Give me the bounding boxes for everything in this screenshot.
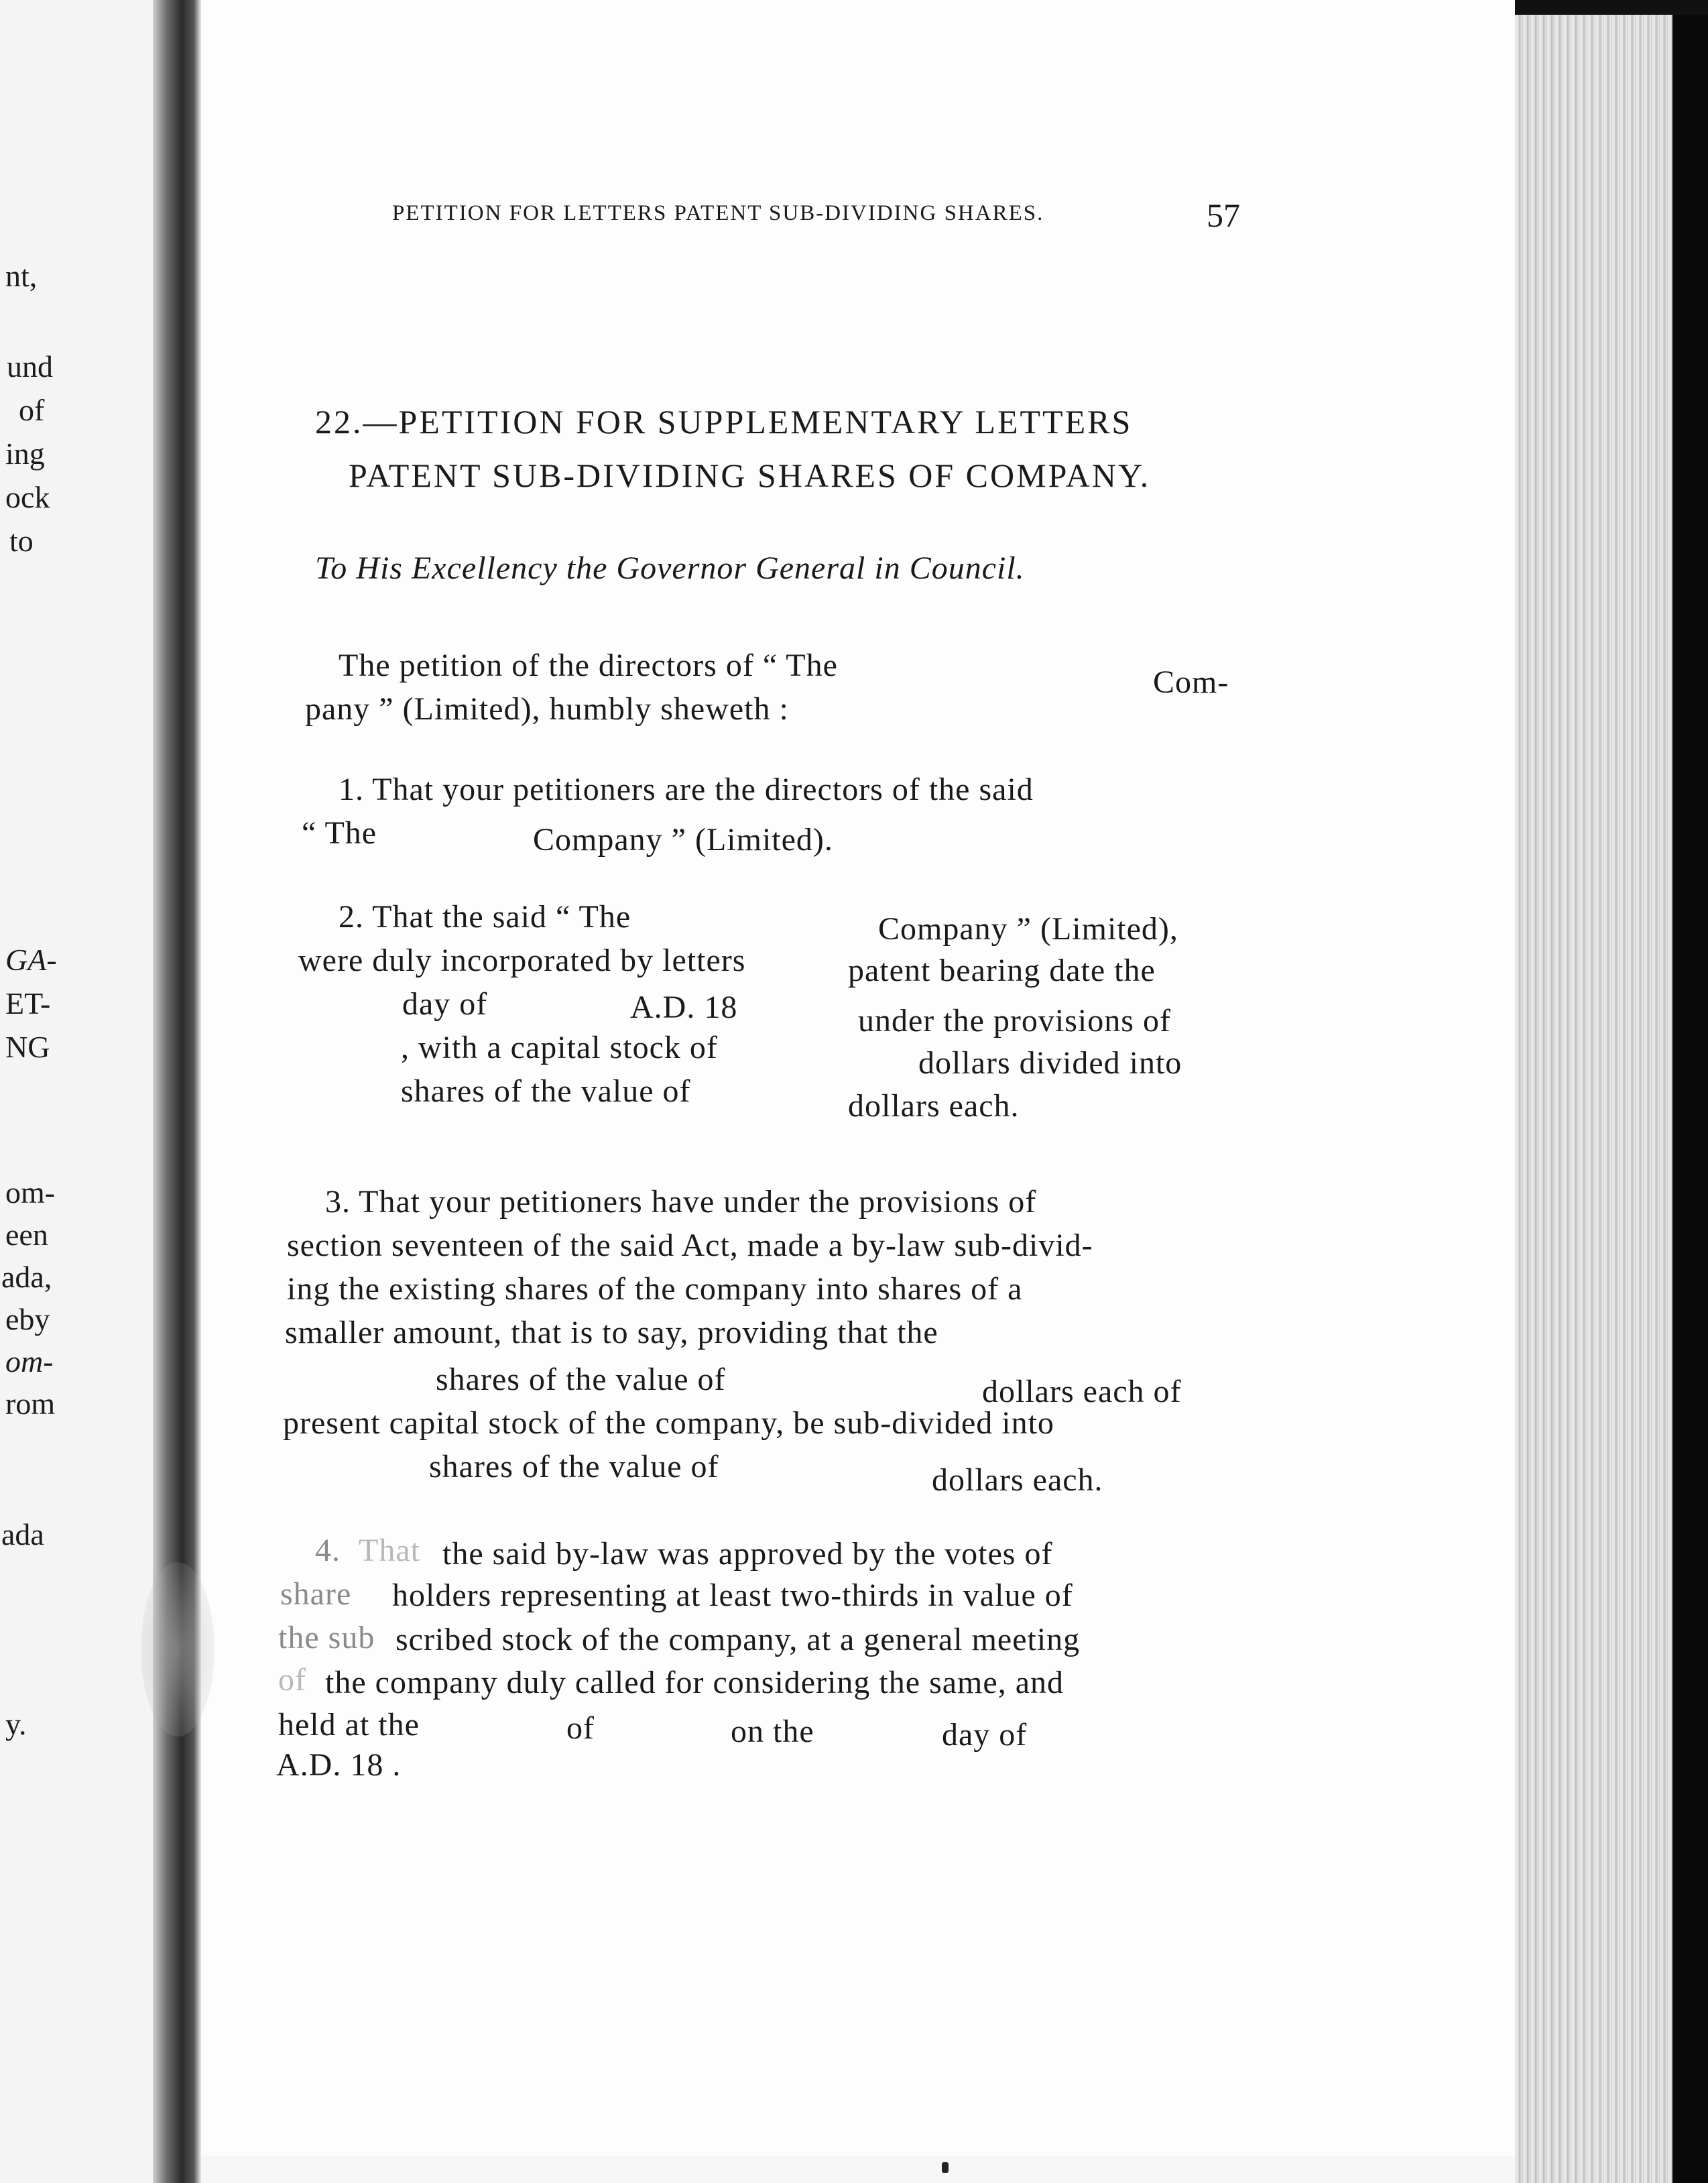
para4-line3-faded: the sub	[278, 1620, 375, 1655]
left-fragment: eby	[5, 1302, 50, 1336]
para4-line2-faded: share	[280, 1576, 352, 1612]
para2-line4-end: dollars divided into	[918, 1045, 1182, 1081]
left-fragment: ada,	[1, 1260, 52, 1294]
para3-line7-end: dollars each.	[932, 1462, 1103, 1498]
para1-line2-end: Company ” (Limited).	[533, 822, 833, 858]
running-header: PETITION FOR LETTERS PATENT SUB-DIVIDING SHARES.	[392, 201, 1044, 225]
para1-line2-start: “ The	[302, 815, 377, 851]
left-fragment: GA-	[5, 943, 57, 977]
para4-faded-word: That	[359, 1533, 420, 1568]
para4-line6: A.D. 18 .	[276, 1747, 402, 1783]
left-fragment: to	[9, 524, 34, 558]
left-page-edge	[0, 0, 161, 2183]
para3-line3: ing the existing shares of the company into shares of a	[287, 1271, 1023, 1307]
para2-line5-end: dollars each.	[848, 1088, 1020, 1124]
page-stack-edge	[1515, 0, 1676, 2183]
section-title-line2: PATENT SUB-DIVIDING SHARES OF COMPANY.	[349, 457, 1151, 494]
left-fragment: om-	[5, 1175, 56, 1210]
book-gutter	[153, 0, 201, 2183]
left-fragment: een	[5, 1218, 48, 1252]
page-number: 57	[1207, 196, 1240, 234]
para3-line5-end: dollars each of	[982, 1374, 1182, 1409]
left-fragment: y.	[5, 1707, 27, 1741]
left-fragment: om-	[5, 1344, 54, 1378]
para2-line5-start: shares of the value of	[401, 1073, 691, 1109]
left-fragment: und	[7, 349, 53, 384]
left-fragment: ock	[5, 480, 50, 514]
para4-line3: scribed stock of the company, at a general meeting	[395, 1622, 1081, 1657]
para3-line6: present capital stock of the company, be sub-divided into	[283, 1405, 1054, 1441]
scan-border-top	[1515, 0, 1708, 15]
scan-speck	[942, 2162, 949, 2173]
left-fragment: ing	[5, 436, 45, 471]
address-line: To His Excellency the Governor General in Council.	[315, 550, 1025, 586]
para2-line2-end: patent bearing date the	[848, 953, 1156, 988]
para2-line2-start: were duly incorporated by letters	[298, 943, 746, 978]
intro-line2: pany ” (Limited), humbly sheweth :	[305, 691, 789, 727]
left-fragment: nt,	[5, 259, 38, 293]
left-fragment: ada	[1, 1517, 44, 1551]
scan-border	[1672, 0, 1708, 2183]
para4-line1: the said by-law was approved by the votes of	[442, 1536, 1053, 1572]
left-fragment: NG	[5, 1030, 50, 1064]
para4-line5-d: day of	[942, 1717, 1028, 1753]
intro-line1: The petition of the directors of “ The	[339, 648, 838, 683]
para2-line1-end: Company ” (Limited),	[878, 911, 1178, 947]
para3-line2: section seventeen of the said Act, made a by-law sub-divid-	[287, 1228, 1093, 1263]
para2-line3-end: under the provisions of	[858, 1003, 1171, 1039]
scan-smudge	[141, 1562, 215, 1736]
para3-line7-start: shares of the value of	[429, 1449, 719, 1484]
para4-line4: the company duly called for considering the same, and	[325, 1665, 1064, 1700]
left-fragment: of	[19, 393, 45, 427]
para3-line4: smaller amount, that is to say, providing that the	[285, 1315, 938, 1350]
para1-line1: 1. That your petitioners are the directors of the said	[339, 772, 1034, 807]
para4-line2: holders representing at least two-thirds in value of	[392, 1578, 1073, 1613]
para3-line1: 3. That your petitioners have under the provisions of	[325, 1184, 1037, 1220]
section-title-line1: 22.—PETITION FOR SUPPLEMENTARY LETTERS	[315, 403, 1133, 440]
para3-line5-start: shares of the value of	[436, 1362, 726, 1397]
para4-line4-faded: of	[278, 1662, 306, 1698]
left-fragment: rom	[5, 1386, 56, 1421]
left-fragment: ET-	[5, 986, 51, 1020]
para4-line5-a: held at the	[278, 1707, 420, 1743]
para4-line5-c: on the	[731, 1714, 814, 1749]
para4-line5-b: of	[566, 1710, 595, 1746]
page-bottom	[201, 2156, 1515, 2183]
para2-line1-start: 2. That the said “ The	[339, 899, 631, 935]
para2-line3-start: day of	[402, 986, 488, 1022]
para2-line4-start: , with a capital stock of	[401, 1030, 718, 1065]
para4-number: 4.	[315, 1533, 341, 1568]
intro-line1-end: Com-	[1153, 664, 1229, 700]
para2-line3-mid: A.D. 18	[630, 990, 738, 1025]
